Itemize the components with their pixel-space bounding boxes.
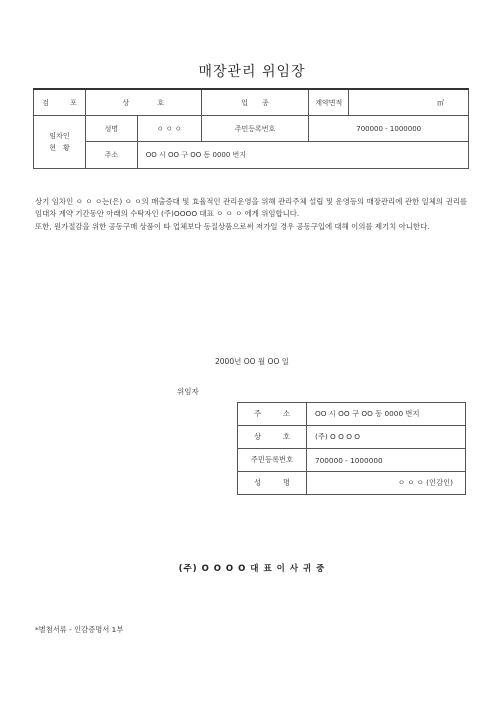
delegator-address-value: OO 시 OO 구 OO 동 0000 번지 — [307, 403, 466, 426]
body-paragraph-1: 상기 임차인 ㅇ ㅇ ㅇ는(은) ㅇ ㅇ의 매출증대 및 효율적인 관리운영을 위해 관리주체 설립 및 운영등의 매장관리에 관한 일체의 권리를 임대차 계약 기간동안 아래의 수탁자인 (주)OOOO 대표 ㅇ ㅇ ㅇ 에게 위임합니다. — [35, 197, 467, 219]
document-title: 매장관리 위임장 — [198, 64, 306, 80]
attachment-note: *별첨서류 - 인감증명서 1부 — [35, 625, 124, 634]
business-type-label: 업 종 — [201, 89, 309, 116]
table-row — [34, 89, 469, 116]
table-row — [238, 426, 466, 449]
table-row — [238, 403, 466, 426]
table-row — [34, 116, 469, 142]
delegator-name-value: ㅇ ㅇ ㅇ (인감인) — [307, 472, 466, 495]
body-paragraph-2: 또한, 원가절감을 위한 공동구매 상품이 타 업체보다 동질상품으로써 저가일 경우 공동구입에 대해 이의를 제기치 아니한다. — [35, 221, 430, 231]
delegator-address-label: 주 소 — [238, 403, 307, 426]
tenant-label-line2: 현 황 — [49, 144, 70, 152]
table-row — [238, 449, 466, 472]
inspection-label: 검 포 — [34, 89, 86, 116]
resident-number-label: 주민등록번호 — [201, 116, 309, 142]
name-label: 성명 — [85, 116, 137, 142]
address-label: 주소 — [85, 142, 137, 169]
tenant-label-line1: 임차인 — [49, 132, 70, 140]
delegator-resident-number-label: 주민등록번호 — [238, 449, 307, 472]
name-value: ㅇ ㅇ ㅇ — [137, 116, 201, 142]
delegator-company-label: 상 호 — [238, 426, 307, 449]
trade-name-label: 상 호 — [85, 89, 201, 116]
delegator-table — [237, 402, 466, 495]
delegator-company-value: (주) O O O O — [307, 426, 466, 449]
resident-number-value: 700000 - 1000000 — [309, 116, 469, 142]
contract-area-label: 계약면적 — [309, 89, 349, 116]
delegator-label: 위임자 — [177, 387, 199, 396]
area-unit: ㎡ — [349, 89, 469, 116]
delegator-name-label: 성 명 — [238, 472, 307, 495]
table-row — [34, 142, 469, 169]
address-value: OO 시 OO 구 OO 동 0000 번지 — [137, 142, 468, 169]
tenant-info-table — [33, 88, 469, 169]
body-text — [35, 196, 467, 233]
table-row — [238, 472, 466, 495]
document-date: 2000년 OO 월 OO 일 — [215, 357, 289, 366]
addressee: (주) O O O O 대 표 이 사 귀 중 — [178, 564, 326, 574]
delegator-resident-number-value: 700000 - 1000000 — [307, 449, 466, 472]
tenant-status-label — [34, 116, 86, 169]
